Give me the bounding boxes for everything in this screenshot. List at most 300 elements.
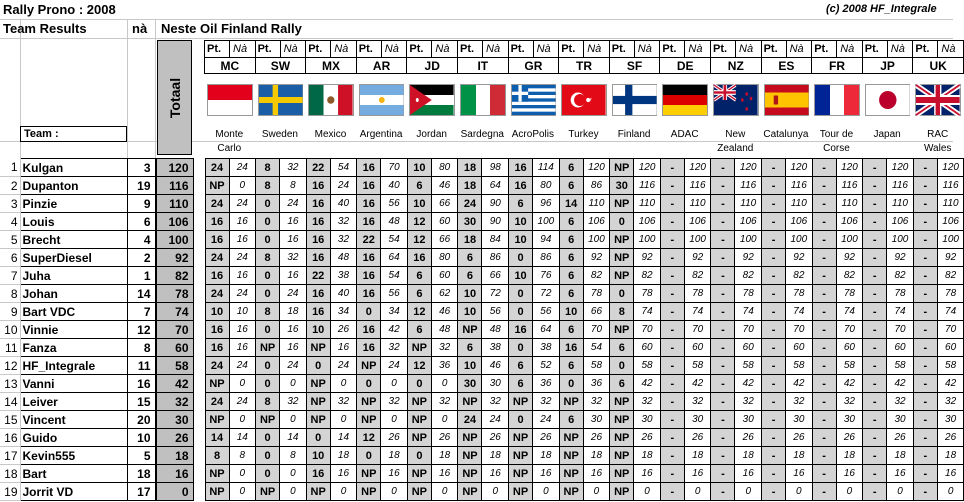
cumulative-cell: 100 xyxy=(937,231,964,249)
points-cell: 18 xyxy=(458,231,482,249)
points-cell: 16 xyxy=(509,159,533,177)
pt-header: Pt. xyxy=(207,43,222,55)
team-label-box xyxy=(20,126,127,142)
team-number-cell: 18 xyxy=(127,465,155,483)
points-cell: - xyxy=(812,231,836,249)
cumulative-cell: 0 xyxy=(280,483,307,501)
points-cell: NP xyxy=(458,483,482,501)
spacer xyxy=(193,339,205,357)
points-cell: 8 xyxy=(256,177,280,195)
cumulative-cell: 70 xyxy=(786,321,813,339)
points-cell: 16 xyxy=(306,465,330,483)
points-cell: - xyxy=(660,303,684,321)
points-cell: 16 xyxy=(559,339,583,357)
cumulative-cell: 16 xyxy=(280,231,307,249)
points-cell: NP xyxy=(610,447,634,465)
cumulative-cell: 78 xyxy=(735,285,762,303)
points-cell: - xyxy=(913,429,937,447)
team-name-cell: Vinnie xyxy=(20,321,127,339)
table-row xyxy=(0,177,964,195)
points-cell: NP xyxy=(306,393,330,411)
rank-cell: 15 xyxy=(0,411,20,429)
divider xyxy=(280,41,281,57)
points-cell: 0 xyxy=(509,249,533,267)
points-cell: 0 xyxy=(256,375,280,393)
cumulative-cell: 120 xyxy=(634,159,661,177)
pt-header: Pt. xyxy=(257,43,272,55)
event-name-line2: Zealand xyxy=(717,143,754,154)
cumulative-cell: 0 xyxy=(431,411,458,429)
points-cell: NP xyxy=(458,321,482,339)
total-cell: 58 xyxy=(156,357,193,375)
flag-mexico-icon xyxy=(308,84,354,116)
points-cell: - xyxy=(660,321,684,339)
points-cell: - xyxy=(812,195,836,213)
points-cell: - xyxy=(812,375,836,393)
points-cell: NP xyxy=(610,195,634,213)
points-cell: - xyxy=(913,195,937,213)
points-cell: - xyxy=(762,411,786,429)
table-row xyxy=(0,231,964,249)
cumulative-cell: 58 xyxy=(836,357,863,375)
cumulative-cell: 92 xyxy=(735,249,762,267)
cumulative-cell: 42 xyxy=(786,375,813,393)
team-name-cell: HF_Integrale xyxy=(20,357,127,375)
cumulative-cell: 18 xyxy=(431,447,458,465)
rank-cell: 19 xyxy=(0,483,20,501)
points-cell: 6 xyxy=(407,321,431,339)
points-cell: 0 xyxy=(357,303,381,321)
na-subheader: Nà xyxy=(789,43,804,55)
spacer xyxy=(193,393,205,411)
cumulative-cell: 70 xyxy=(937,321,964,339)
table-row xyxy=(0,159,964,177)
cumulative-cell: 120 xyxy=(786,159,813,177)
points-cell: 16 xyxy=(205,339,229,357)
cumulative-cell: 30 xyxy=(634,411,661,429)
cumulative-cell: 26 xyxy=(330,321,357,339)
totaal-header-box xyxy=(157,40,192,155)
cumulative-cell: 54 xyxy=(381,231,408,249)
cumulative-cell: 74 xyxy=(887,303,914,321)
cumulative-cell: 32 xyxy=(330,393,357,411)
points-cell: 16 xyxy=(205,231,229,249)
points-cell: - xyxy=(812,249,836,267)
cumulative-cell: 76 xyxy=(533,267,560,285)
event-name: Japan xyxy=(873,129,901,140)
event-code: JD xyxy=(424,59,440,73)
cumulative-cell: 24 xyxy=(229,357,256,375)
team-number-cell: 19 xyxy=(127,177,155,195)
team-number-cell: 6 xyxy=(127,213,155,231)
points-cell: 16 xyxy=(306,231,330,249)
points-cell: 6 xyxy=(559,249,583,267)
points-cell: NP xyxy=(256,483,280,501)
flag-newzealand-icon xyxy=(713,84,759,116)
points-cell: - xyxy=(762,375,786,393)
flag-japan-icon xyxy=(865,84,911,116)
points-cell: - xyxy=(660,195,684,213)
pt-header: Pt. xyxy=(763,43,778,55)
points-cell: NP xyxy=(458,393,482,411)
points-cell: - xyxy=(863,159,887,177)
cumulative-cell: 66 xyxy=(583,303,610,321)
points-cell: - xyxy=(711,159,735,177)
table-row xyxy=(0,393,964,411)
points-cell: 30 xyxy=(458,213,482,231)
divider xyxy=(735,41,736,57)
team-name-cell: Pinzie xyxy=(20,195,127,213)
points-cell: 0 xyxy=(610,357,634,375)
cumulative-cell: 78 xyxy=(684,285,711,303)
points-cell: - xyxy=(913,411,937,429)
cumulative-cell: 80 xyxy=(533,177,560,195)
cumulative-cell: 72 xyxy=(482,285,509,303)
points-cell: 22 xyxy=(306,159,330,177)
cumulative-cell: 8 xyxy=(280,447,307,465)
team-number-cell: 15 xyxy=(127,393,155,411)
event-code: SW xyxy=(270,59,291,73)
points-cell: 0 xyxy=(306,357,330,375)
cumulative-cell: 94 xyxy=(533,231,560,249)
divider xyxy=(836,41,837,57)
cumulative-cell: 32 xyxy=(431,393,458,411)
event-subheader xyxy=(255,40,307,58)
points-cell: - xyxy=(812,393,836,411)
points-cell: NP xyxy=(509,393,533,411)
cumulative-cell: 74 xyxy=(684,303,711,321)
points-cell: NP xyxy=(559,393,583,411)
team-name-cell: Vanni xyxy=(20,375,127,393)
pt-header: Pt. xyxy=(814,43,829,55)
points-cell: 6 xyxy=(458,249,482,267)
cumulative-cell: 26 xyxy=(786,429,813,447)
cumulative-cell: 18 xyxy=(482,447,509,465)
cumulative-cell: 0 xyxy=(583,483,610,501)
rank-cell: 9 xyxy=(0,303,20,321)
cumulative-cell: 32 xyxy=(887,393,914,411)
cumulative-cell: 120 xyxy=(583,159,610,177)
points-cell: 16 xyxy=(306,249,330,267)
points-cell: NP xyxy=(509,429,533,447)
points-cell: - xyxy=(762,357,786,375)
cumulative-cell: 116 xyxy=(634,177,661,195)
event-subheader xyxy=(508,40,560,58)
cumulative-cell: 56 xyxy=(381,195,408,213)
cumulative-cell: 26 xyxy=(482,429,509,447)
flag-graphic xyxy=(410,85,454,115)
points-cell: - xyxy=(711,429,735,447)
points-cell: - xyxy=(660,285,684,303)
points-cell: 16 xyxy=(306,195,330,213)
points-cell: NP xyxy=(610,321,634,339)
spacer xyxy=(193,267,205,285)
table-row xyxy=(0,465,964,483)
cumulative-cell: 16 xyxy=(937,465,964,483)
cumulative-cell: 120 xyxy=(836,159,863,177)
cumulative-cell: 58 xyxy=(684,357,711,375)
cumulative-cell: 74 xyxy=(735,303,762,321)
cumulative-cell: 78 xyxy=(634,285,661,303)
points-cell: 6 xyxy=(559,159,583,177)
points-cell: - xyxy=(660,357,684,375)
rank-cell: 2 xyxy=(0,177,20,195)
cumulative-cell: 58 xyxy=(634,357,661,375)
cumulative-cell: 52 xyxy=(533,357,560,375)
cumulative-cell: 110 xyxy=(684,195,711,213)
cumulative-cell: 0 xyxy=(735,483,762,501)
points-cell: 0 xyxy=(256,357,280,375)
cumulative-cell: 18 xyxy=(583,447,610,465)
flag-stripe xyxy=(461,85,476,115)
cumulative-cell: 0 xyxy=(280,411,307,429)
points-cell: NP xyxy=(559,465,583,483)
cumulative-cell: 58 xyxy=(583,357,610,375)
divider xyxy=(381,41,382,57)
pt-header: Pt. xyxy=(611,43,626,55)
cumulative-cell: 24 xyxy=(330,177,357,195)
cumulative-cell: 106 xyxy=(786,213,813,231)
cumulative-cell: 114 xyxy=(533,159,560,177)
points-cell: 6 xyxy=(458,339,482,357)
cumulative-cell: 24 xyxy=(482,411,509,429)
cumulative-cell: 60 xyxy=(634,339,661,357)
cumulative-cell: 66 xyxy=(482,267,509,285)
cumulative-cell: 36 xyxy=(431,357,458,375)
points-cell: - xyxy=(913,213,937,231)
team-number-cell: 9 xyxy=(127,195,155,213)
points-cell: 6 xyxy=(559,285,583,303)
cumulative-cell: 26 xyxy=(381,429,408,447)
cumulative-cell: 42 xyxy=(937,375,964,393)
points-cell: 24 xyxy=(205,393,229,411)
cumulative-cell: 36 xyxy=(583,375,610,393)
event-code-cell xyxy=(811,57,863,74)
points-cell: - xyxy=(863,465,887,483)
pt-header: Pt. xyxy=(915,43,930,55)
team-number-cell: 10 xyxy=(127,429,155,447)
cumulative-cell: 32 xyxy=(330,213,357,231)
cumulative-cell: 24 xyxy=(280,357,307,375)
points-cell: NP xyxy=(407,429,431,447)
rank-cell: 5 xyxy=(0,231,20,249)
points-cell: - xyxy=(812,339,836,357)
points-cell: 24 xyxy=(205,249,229,267)
cumulative-cell: 16 xyxy=(229,231,256,249)
divider xyxy=(684,41,685,57)
na-subheader: Nà xyxy=(233,43,248,55)
points-cell: NP xyxy=(610,249,634,267)
total-cell: 110 xyxy=(156,195,193,213)
na-subheader: Nà xyxy=(486,43,501,55)
table-row xyxy=(0,357,964,375)
points-cell: NP xyxy=(458,465,482,483)
cumulative-cell: 48 xyxy=(431,321,458,339)
cumulative-cell: 16 xyxy=(280,321,307,339)
total-cell: 26 xyxy=(156,429,193,447)
event-code: FR xyxy=(828,59,845,73)
cumulative-cell: 96 xyxy=(533,195,560,213)
points-cell: - xyxy=(711,213,735,231)
points-cell: - xyxy=(762,213,786,231)
cumulative-cell: 42 xyxy=(381,321,408,339)
points-cell: - xyxy=(863,231,887,249)
points-cell: 8 xyxy=(205,447,229,465)
points-cell: 12 xyxy=(407,303,431,321)
rank-cell: 11 xyxy=(0,339,20,357)
points-cell: NP xyxy=(407,483,431,501)
points-cell: NP xyxy=(306,483,330,501)
cumulative-cell: 18 xyxy=(786,447,813,465)
cumulative-cell: 60 xyxy=(684,339,711,357)
points-cell: 24 xyxy=(458,195,482,213)
sheet-title: Rally Prono : 2008 xyxy=(3,2,116,17)
points-cell: NP xyxy=(610,411,634,429)
points-cell: NP xyxy=(205,375,229,393)
cumulative-cell: 0 xyxy=(330,375,357,393)
points-cell: 16 xyxy=(357,321,381,339)
pt-header: Pt. xyxy=(561,43,576,55)
cumulative-cell: 82 xyxy=(735,267,762,285)
flag-graphic xyxy=(765,85,809,115)
cumulative-cell: 32 xyxy=(786,393,813,411)
points-cell: - xyxy=(913,357,937,375)
cumulative-cell: 82 xyxy=(887,267,914,285)
rank-cell: 10 xyxy=(0,321,20,339)
cumulative-cell: 54 xyxy=(381,267,408,285)
cumulative-cell: 106 xyxy=(684,213,711,231)
total-cell: 120 xyxy=(156,159,193,177)
team-name-cell: Kevin555 xyxy=(20,447,127,465)
points-cell: - xyxy=(863,429,887,447)
flag-finland-icon xyxy=(612,84,658,116)
points-cell: - xyxy=(762,483,786,501)
cumulative-cell: 0 xyxy=(229,375,256,393)
points-cell: 0 xyxy=(559,375,583,393)
points-cell: - xyxy=(762,195,786,213)
na-subheader: Nà xyxy=(890,43,905,55)
event-name: Tour de xyxy=(819,129,854,140)
divider xyxy=(634,41,635,57)
points-cell: 24 xyxy=(205,195,229,213)
points-cell: 10 xyxy=(306,321,330,339)
cumulative-cell: 18 xyxy=(887,447,914,465)
flag-graphic xyxy=(916,85,960,115)
flag-spain-icon xyxy=(764,84,810,116)
cumulative-cell: 106 xyxy=(735,213,762,231)
cumulative-cell: 26 xyxy=(533,429,560,447)
points-cell: 0 xyxy=(256,321,280,339)
spacer xyxy=(193,195,205,213)
points-cell: - xyxy=(863,285,887,303)
points-cell: 16 xyxy=(357,249,381,267)
points-cell: - xyxy=(660,447,684,465)
points-cell: - xyxy=(711,411,735,429)
points-cell: - xyxy=(863,267,887,285)
points-cell: NP xyxy=(407,393,431,411)
table-row xyxy=(0,411,964,429)
event-code: TR xyxy=(575,59,592,73)
points-cell: 10 xyxy=(306,447,330,465)
points-cell: NP xyxy=(357,357,381,375)
flag-argentina-icon xyxy=(359,84,405,116)
cumulative-cell: 18 xyxy=(684,447,711,465)
cumulative-cell: 32 xyxy=(937,393,964,411)
cumulative-cell: 38 xyxy=(482,339,509,357)
team-number-cell: 17 xyxy=(127,483,155,501)
flag-stripe xyxy=(208,100,252,115)
cumulative-cell: 62 xyxy=(431,285,458,303)
cumulative-cell: 26 xyxy=(937,429,964,447)
points-cell: NP xyxy=(610,393,634,411)
points-cell: 8 xyxy=(610,303,634,321)
team-number-cell: 4 xyxy=(127,231,155,249)
event-name-line2: Corse xyxy=(823,143,850,154)
rank-cell: 17 xyxy=(0,447,20,465)
cumulative-cell: 66 xyxy=(431,195,458,213)
points-cell: - xyxy=(762,267,786,285)
points-cell: 16 xyxy=(509,321,533,339)
points-cell: - xyxy=(762,465,786,483)
points-cell: - xyxy=(913,249,937,267)
cumulative-cell: 116 xyxy=(836,177,863,195)
spacer xyxy=(193,285,205,303)
total-cell: 116 xyxy=(156,177,193,195)
event-code: MX xyxy=(321,59,340,73)
cumulative-cell: 42 xyxy=(684,375,711,393)
points-cell: - xyxy=(660,177,684,195)
na-subheader: Nà xyxy=(739,43,754,55)
cumulative-cell: 92 xyxy=(583,249,610,267)
flag-uk-icon xyxy=(915,84,961,116)
flag-stripe xyxy=(476,85,491,115)
points-cell: 16 xyxy=(509,177,533,195)
cumulative-cell: 0 xyxy=(229,177,256,195)
cumulative-cell: 0 xyxy=(280,465,307,483)
event-code-cell xyxy=(558,57,610,74)
spacer xyxy=(193,447,205,465)
cumulative-cell: 116 xyxy=(786,177,813,195)
cumulative-cell: 56 xyxy=(381,285,408,303)
cumulative-cell: 58 xyxy=(786,357,813,375)
points-cell: NP xyxy=(559,483,583,501)
points-cell: 16 xyxy=(306,177,330,195)
points-cell: 10 xyxy=(407,195,431,213)
rank-cell: 6 xyxy=(0,249,20,267)
points-cell: 6 xyxy=(610,339,634,357)
na-subheader: Nà xyxy=(334,43,349,55)
team-name-cell: Brecht xyxy=(20,231,127,249)
event-subheader xyxy=(761,40,813,58)
event-code: UK xyxy=(929,59,947,73)
flag-graphic xyxy=(866,85,910,115)
points-cell: NP xyxy=(256,411,280,429)
points-cell: NP xyxy=(509,483,533,501)
points-cell: - xyxy=(660,267,684,285)
points-cell: - xyxy=(913,177,937,195)
points-cell: - xyxy=(863,249,887,267)
cumulative-cell: 24 xyxy=(229,159,256,177)
event-name: Sweden xyxy=(261,129,298,140)
flag-stripe xyxy=(830,85,845,115)
cumulative-cell: 16 xyxy=(229,321,256,339)
cumulative-cell: 0 xyxy=(786,483,813,501)
cumulative-cell: 64 xyxy=(381,249,408,267)
points-cell: 22 xyxy=(306,267,330,285)
points-cell: - xyxy=(762,159,786,177)
points-cell: 10 xyxy=(458,357,482,375)
points-cell: 0 xyxy=(407,375,431,393)
